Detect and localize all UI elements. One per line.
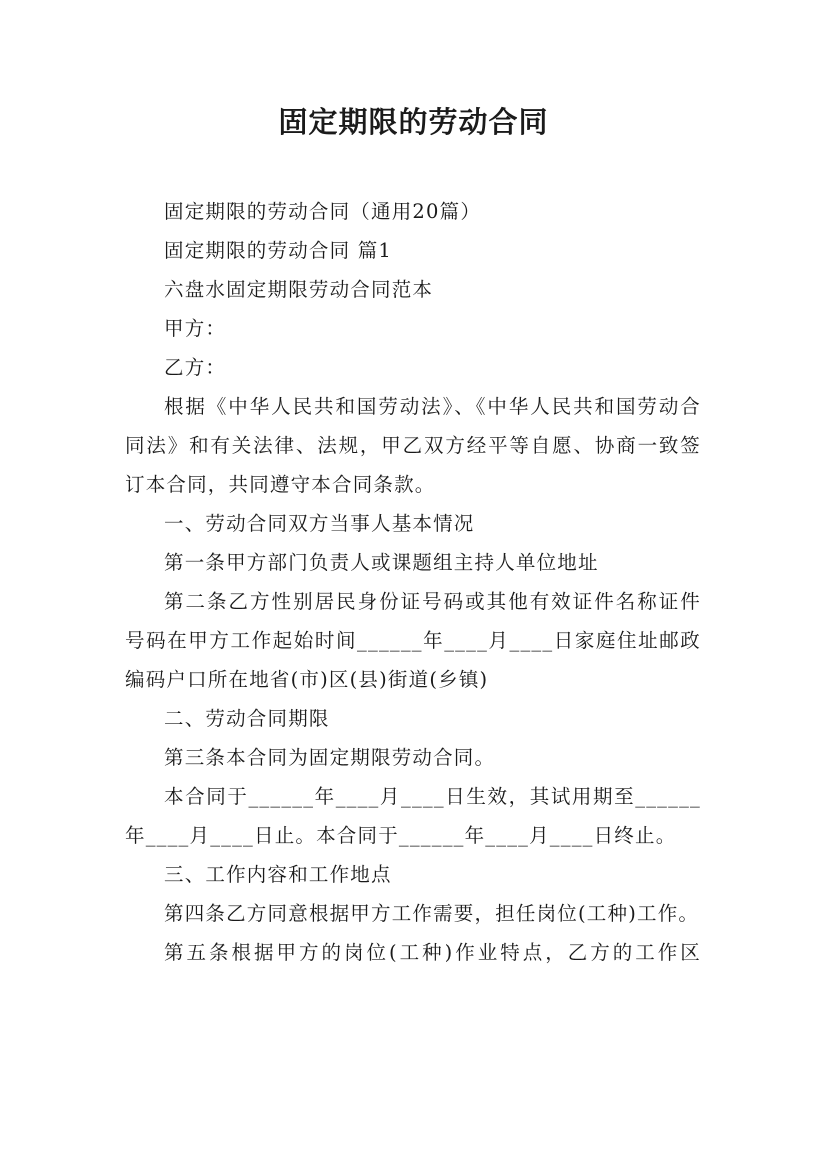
paragraph-article-1: 第一条甲方部门负责人或课题组主持人单位地址 — [164, 551, 599, 574]
paragraph-article-5: 第五条根据甲方的岗位(工种)作业特点，乙方的工作区 — [164, 941, 701, 964]
document-title: 固定期限的劳动合同 — [278, 105, 549, 139]
paragraph-article-2: 第二条乙方性别居民身份证号码或其他有效证件名称证件号码在甲方工作起始时间______年____月____日家庭住址邮政编码户口所在地省(市)区(县)街道(乡镇) — [125, 590, 701, 691]
paragraph-section-1-heading: 一、劳动合同双方当事人基本情况 — [164, 512, 475, 535]
paragraph-party-b: 乙方： — [164, 356, 227, 379]
paragraph-template-name: 六盘水固定期限劳动合同范本 — [164, 278, 434, 301]
paragraph-subtitle: 固定期限的劳动合同（通用20篇） — [164, 200, 482, 223]
paragraph-section-3-heading: 三、工作内容和工作地点 — [164, 863, 392, 886]
paragraph-section-2-heading: 二、劳动合同期限 — [164, 707, 330, 730]
paragraph-party-a: 甲方： — [164, 317, 227, 340]
document-body — [125, 192, 701, 972]
paragraph-preamble: 根据《中华人民共和国劳动法》、《中华人民共和国劳动合同法》和有关法律、法规，甲乙双方经平等自愿、协商一致签订本合同，共同遵守本合同条款。 — [125, 395, 701, 496]
paragraph-chapter-heading: 固定期限的劳动合同 篇1 — [164, 239, 393, 262]
paragraph-article-4: 第四条乙方同意根据甲方工作需要，担任岗位(工种)工作。 — [164, 902, 700, 925]
paragraph-contract-period: 本合同于______年____月____日生效，其试用期至______年____月____日止。本合同于______年____月____日终止。 — [125, 785, 701, 847]
paragraph-article-3: 第三条本合同为固定期限劳动合同。 — [164, 746, 496, 769]
